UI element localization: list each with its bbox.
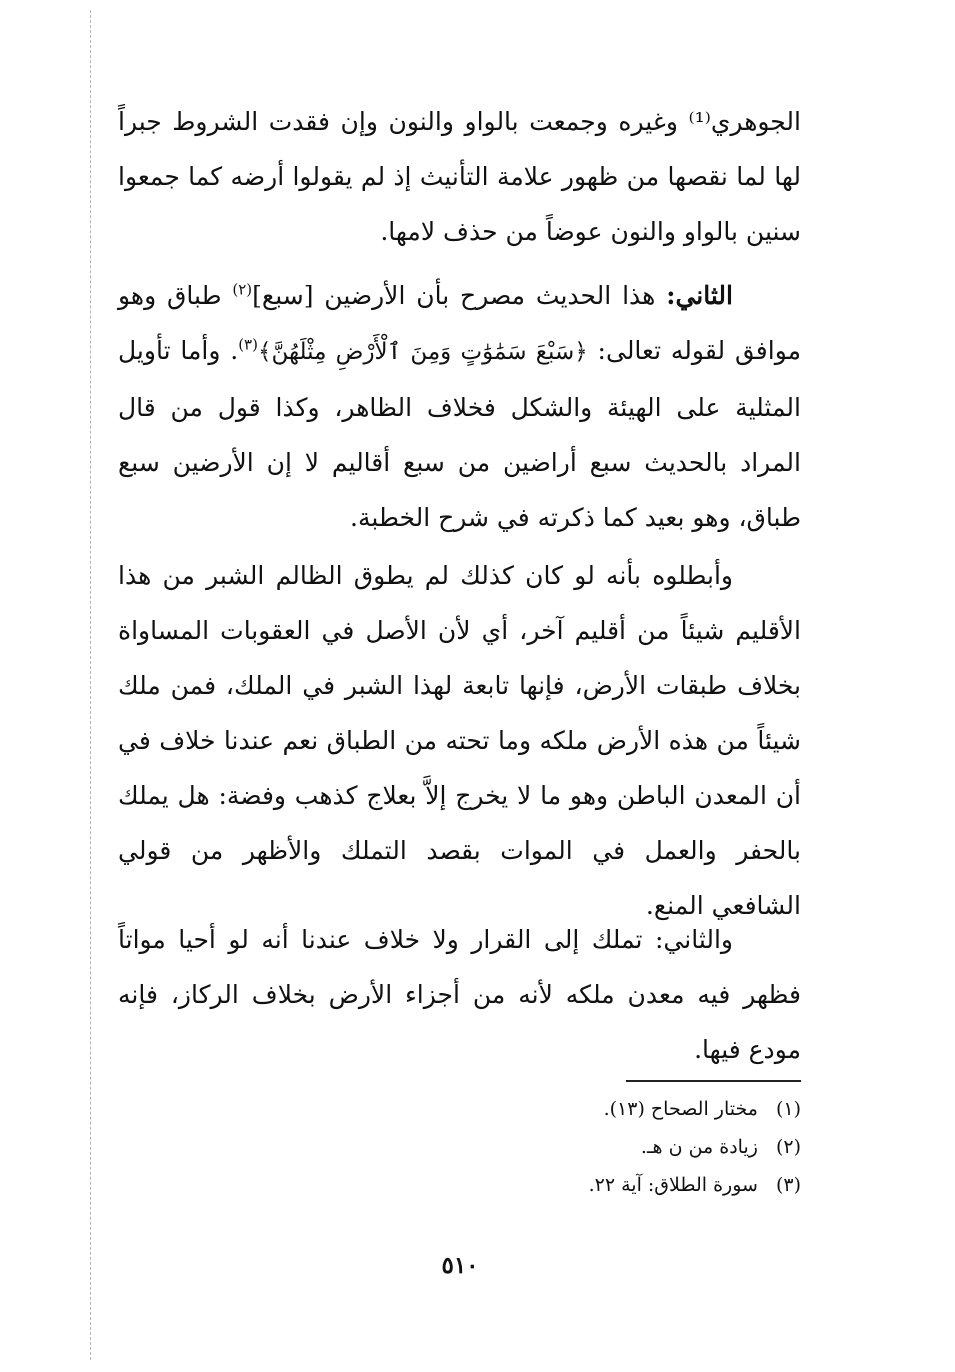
footnote-1-number: (١) (775, 1098, 801, 1120)
footnote-separator (626, 1080, 801, 1082)
paragraph-2-part-c: . وأما تأويل المثلية على الهيئة والشكل فخلاف الظاهر، وكذا قول من قال المراد بالحديث سبع أراضين من سبع أقاليم لا إن الأرضين سبع طباق، وهو بعيد كما ذكرته في شرح الخطبة. (118, 336, 801, 532)
paragraph-1-text: الجوهري⁽¹⁾ وغيره وجمعت بالواو والنون وإن فقدت الشروط جبراً لها لما نقصها من ظهور علامة التأنيث إذ لم يقولوا أرضه كما جمعوا سنين بالواو والنون عوضاً من حذف لامها. (118, 107, 801, 246)
footnote-3-text: سورة الطلاق: آية ٢٢. (588, 1174, 758, 1196)
paragraph-4-text: والثاني: تملك إلى القرار ولا خلاف عندنا أنه لو أحيا مواتاً فظهر فيه معدن ملكه لأنه من أجزاء الأرض بخلاف الركاز، فإنه مودع فيها. (118, 925, 801, 1064)
footnote-ref-3: (٣) (238, 335, 258, 354)
footnote-2 (360, 1128, 801, 1166)
paragraph-2-part-b: طباق وهو موافق لقوله تعالى: (118, 281, 801, 365)
paragraph-3 (118, 548, 801, 933)
footnote-2-text: زيادة من ن هـ. (640, 1136, 758, 1158)
footnote-3-number: (٣) (775, 1174, 801, 1196)
page-number: ٥١٠ (441, 1252, 479, 1279)
paragraph-4 (118, 912, 801, 1077)
paragraph-2-lead: الثاني: (666, 281, 733, 310)
footnote-2-number: (٢) (775, 1136, 801, 1158)
footnote-3 (360, 1166, 801, 1204)
paragraph-2-text (118, 268, 801, 545)
paragraph-2-part-a: هذا الحديث مصرح بأن الأرضين [سبع] (252, 281, 667, 310)
quran-verse: ﴿سَبْعَ سَمَٰوَٰتٍ وَمِنَ ٱلْأَرْضِ مِثْلَهُنَّ﴾ (257, 339, 588, 365)
scan-edge-line (90, 10, 91, 1360)
footnote-1 (360, 1090, 801, 1128)
paragraph-2 (118, 268, 801, 545)
footnote-ref-2: (٢) (232, 280, 253, 299)
footnotes-list (360, 1090, 801, 1204)
paragraph-3-text: وأبطلوه بأنه لو كان كذلك لم يطوق الظالم الشبر من هذا الأقليم شيئاً من أقليم آخر، أي لأن الأصل في العقوبات المساواة بخلاف طبقات الأرض، فإنها تابعة لهذا الشبر في الملك، فمن ملك شيئاً من هذه الأرض ملكه وما تحته من الطباق نعم عندنا خلاف في أن المعدن الباطن وهو ما لا يخرج إلاَّ بعلاج كذهب وفضة: هل يملك بالحفر والعمل في الموات بقصد التملك والأظهر من قولي الشافعي المنع. (118, 561, 801, 920)
footnote-1-text: مختار الصحاح (١٣). (603, 1098, 758, 1120)
paragraph-1 (118, 94, 801, 259)
